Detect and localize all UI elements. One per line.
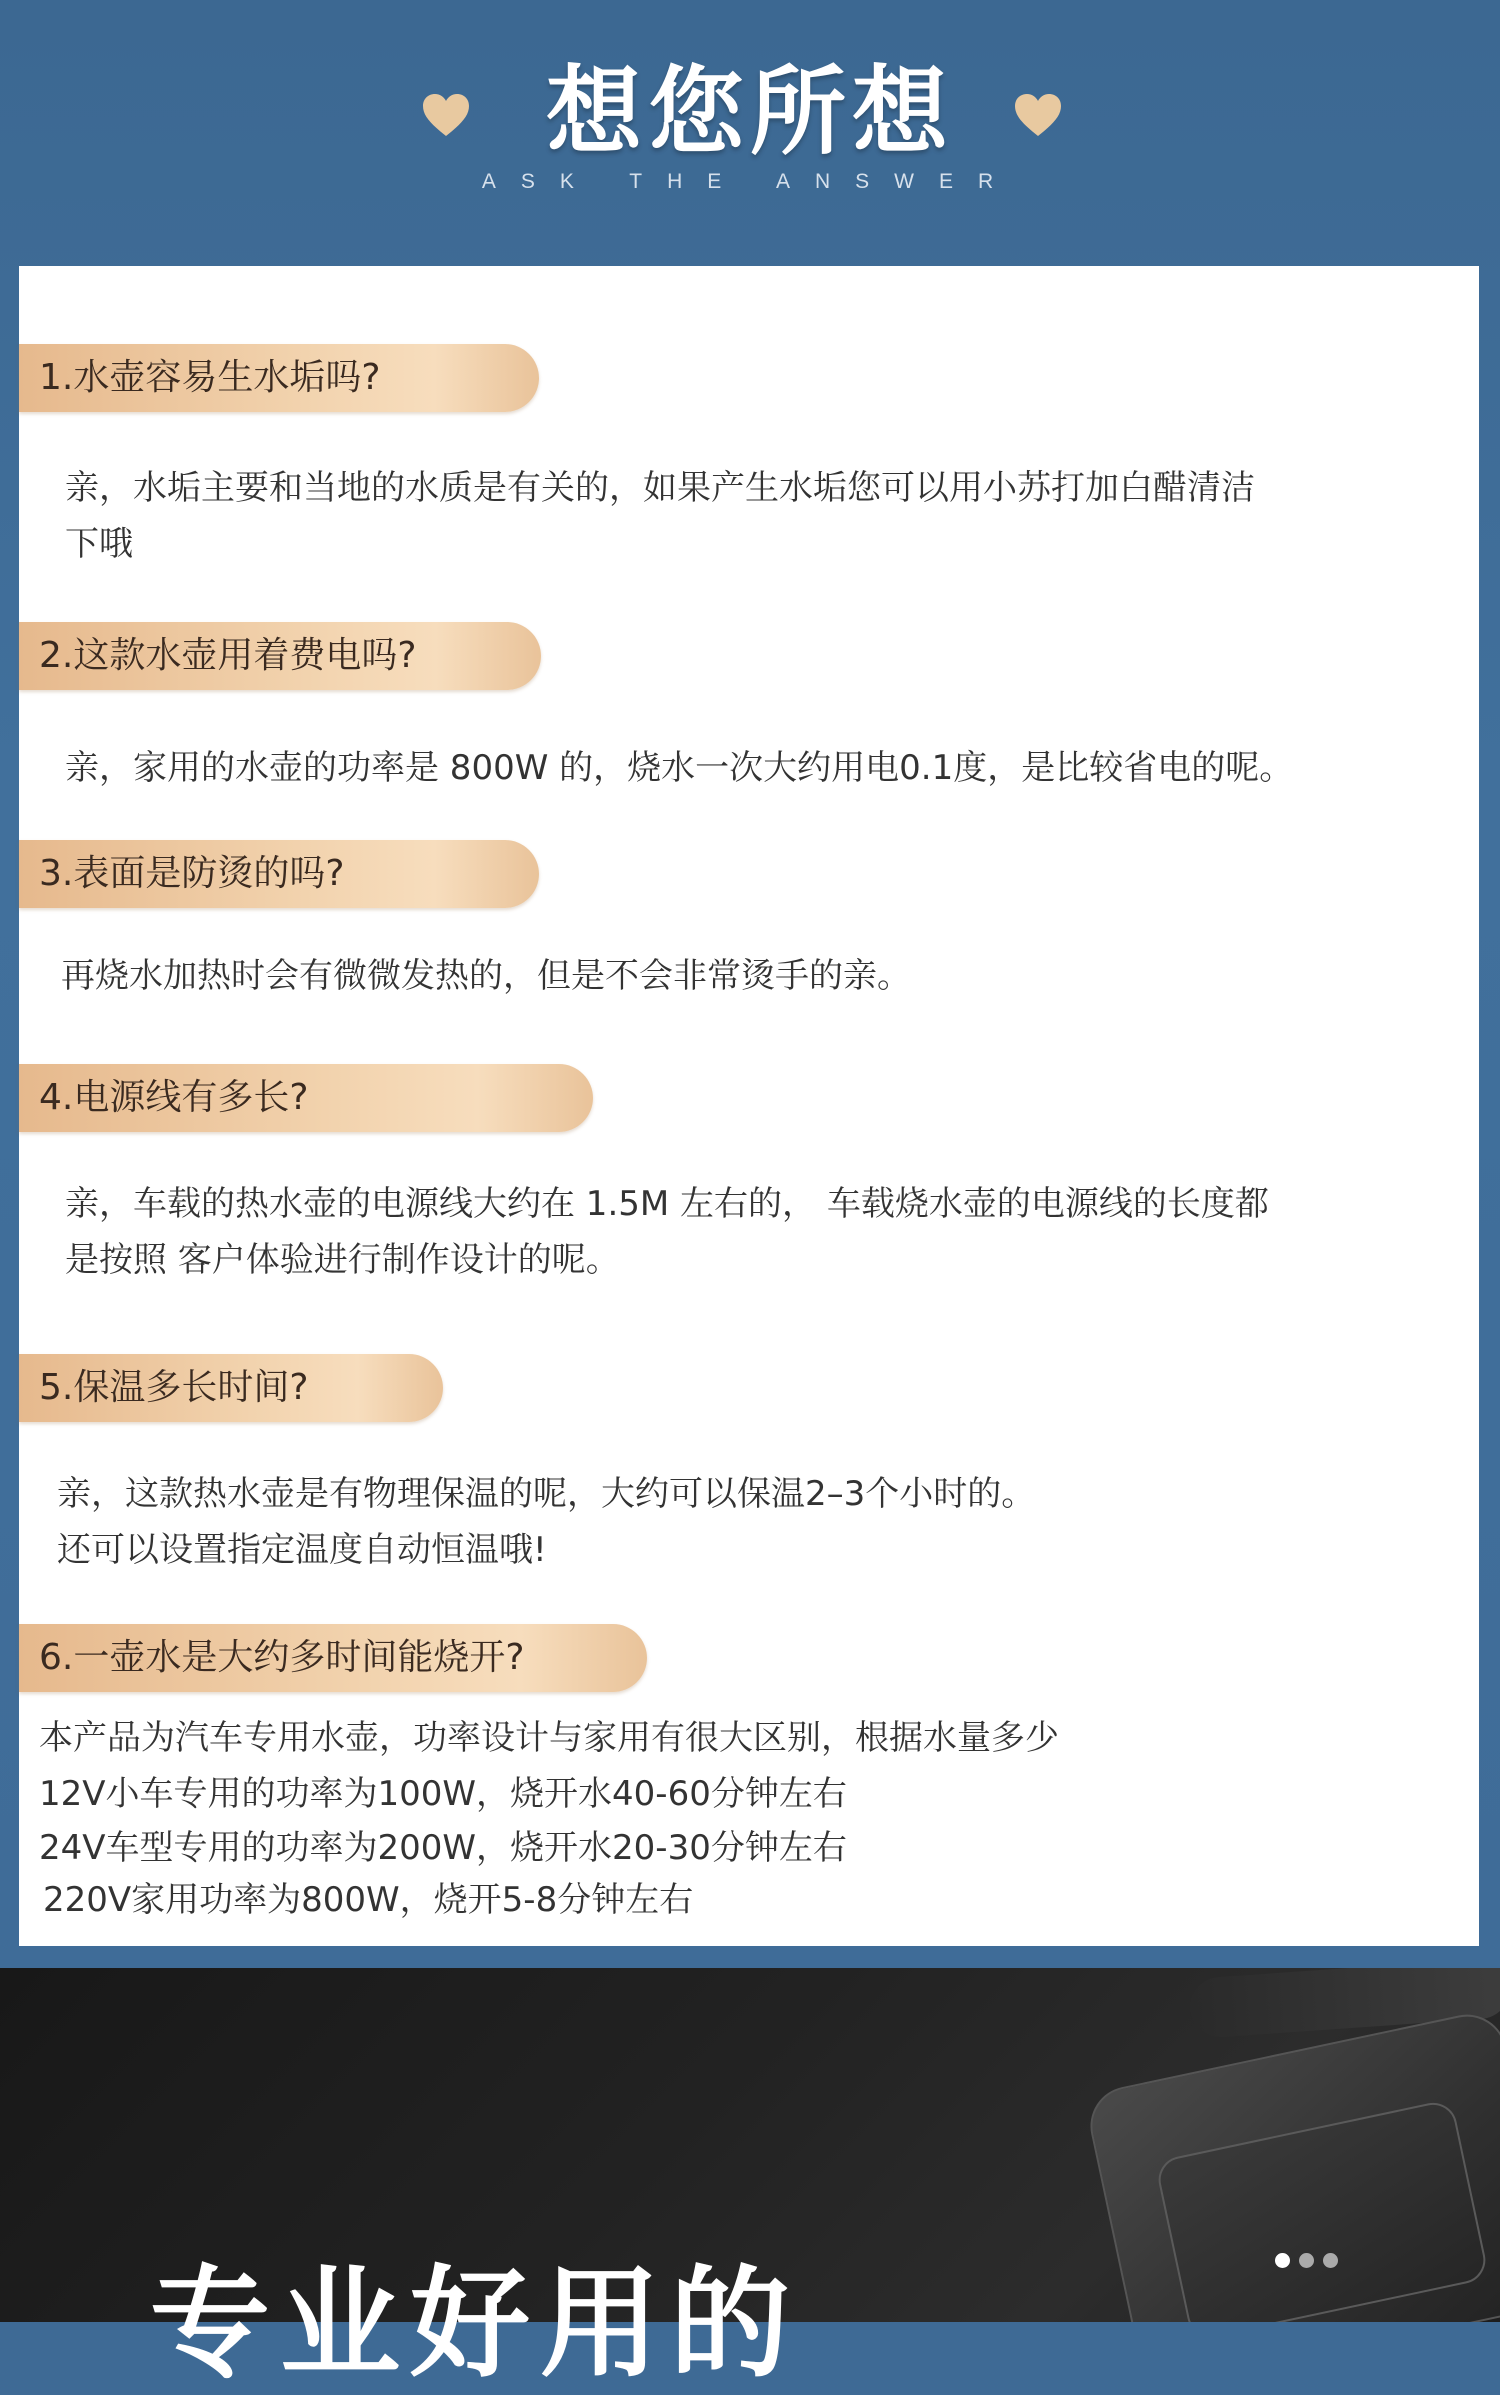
faq-answer-1-line-1: 亲，水垢主要和当地的水质是有关的，如果产生水垢您可以用小苏打加白醋清洁 <box>65 468 1255 508</box>
carousel-dot-1[interactable] <box>1275 2253 1290 2268</box>
faq-question-6 <box>19 1624 647 1692</box>
faq-answer-5-line-2: 还可以设置指定温度自动恒温哦! <box>57 1530 547 1570</box>
faq-answer-5-line-1: 亲，这款热水壶是有物理保温的呢，大约可以保温2–3个小时的。 <box>57 1474 1036 1514</box>
faq-question-5 <box>19 1354 443 1422</box>
page-title: 想您所想 <box>546 56 954 168</box>
carousel-dot-3[interactable] <box>1323 2253 1338 2268</box>
carousel-indicator[interactable] <box>1275 2253 1347 2269</box>
faq-question-6-text: 6.一壶水是大约多时间能烧开? <box>39 1637 525 1678</box>
faq-answer-4-line-2: 是按照 客户体验进行制作设计的呢。 <box>65 1240 620 1280</box>
faq-question-4 <box>19 1064 593 1132</box>
faq-question-3-text: 3.表面是防烫的吗? <box>39 853 345 894</box>
faq-card <box>19 266 1479 1946</box>
faq-answer-6-line-4: 220V家用功率为800W，烧开5-8分钟左右 <box>43 1880 694 1920</box>
faq-question-5-text: 5.保温多长时间? <box>39 1367 309 1408</box>
header <box>0 0 1500 265</box>
faq-answer-1-line-2: 下哦 <box>65 524 133 564</box>
faq-answer-6-line-1: 本产品为汽车专用水壶，功率设计与家用有很大区别，根据水量多少 <box>39 1718 1059 1758</box>
faq-question-1 <box>19 344 539 412</box>
faq-question-2 <box>19 622 541 690</box>
banner-headline: 专业好用的 <box>150 2255 800 2394</box>
faq-answer-6-line-3: 24V车型专用的功率为200W，烧开水20-30分钟左右 <box>39 1828 847 1868</box>
page-subtitle: ASK THE ANSWER <box>481 170 1019 193</box>
faq-question-1-text: 1.水壶容易生水垢吗? <box>39 357 381 398</box>
faq-answer-2-line-1: 亲，家用的水壶的功率是 800W 的，烧水一次大约用电0.1度，是比较省电的呢。 <box>65 748 1294 788</box>
faq-answer-4-line-1: 亲，车载的热水壶的电源线大约在 1.5M 左右的， 车载烧水壶的电源线的长度都 <box>65 1184 1269 1224</box>
faq-answer-3-line-1: 再烧水加热时会有微微发热的，但是不会非常烫手的亲。 <box>61 956 911 996</box>
heart-icon-right <box>1013 92 1063 138</box>
faq-question-2-text: 2.这款水壶用着费电吗? <box>39 635 417 676</box>
faq-question-3 <box>19 840 539 908</box>
faq-answer-6-line-2: 12V小车专用的功率为100W，烧开水40-60分钟左右 <box>39 1774 847 1814</box>
carousel-dot-2[interactable] <box>1299 2253 1314 2268</box>
faq-question-4-text: 4.电源线有多长? <box>39 1077 309 1118</box>
